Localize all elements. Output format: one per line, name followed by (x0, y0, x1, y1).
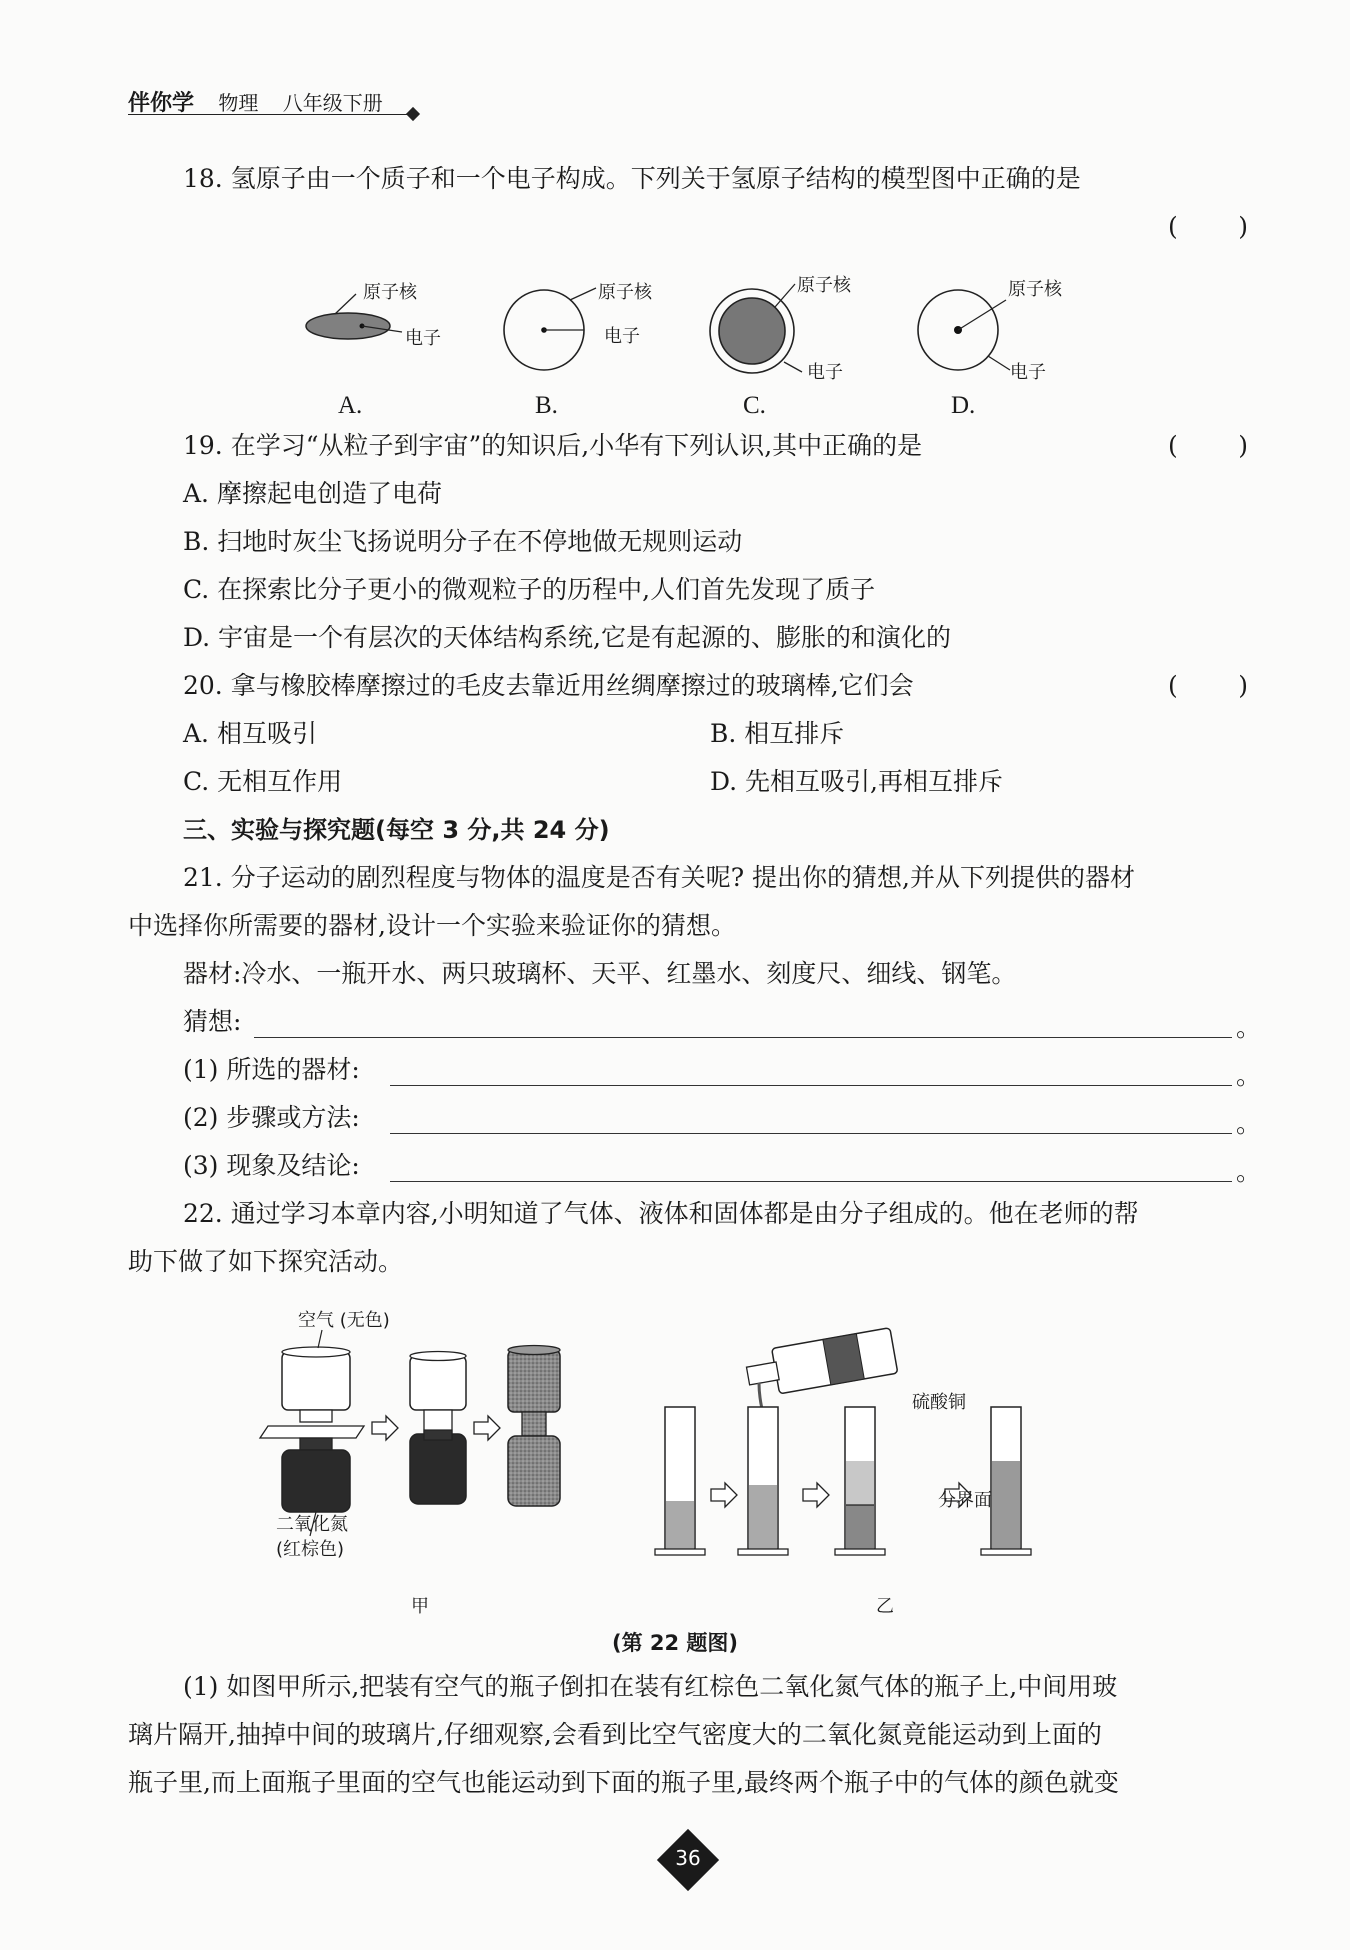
brand-logo: 伴你学 (128, 91, 195, 116)
q19-option-a[interactable]: A. 摩擦起电创造了电荷 (183, 479, 442, 508)
model-c-electron-label: 电子 (807, 362, 843, 383)
grade: 八年级下册 (282, 91, 383, 115)
q22-figure-yi (655, 1335, 1115, 1565)
model-b-nucleus-label: 原子核 (598, 282, 652, 303)
q18-option-b[interactable]: B. (535, 392, 558, 419)
q21-part3-label: (3) 现象及结论: (183, 1151, 360, 1180)
workbook-page: 伴你学 物理 八年级下册 18. 氢原子由一个质子和一个电子构成。下列关于氢原子结构的模型图中正确的是 ( ) 原子核 电子 原子核 电子 原子核 电子 原子核 电子 A. B. C. D. 19. 在学习“从粒子到宇宙”的知识后,小华有下列认识,其中正确的是 ( ) A. 摩擦起电创造了电荷 B. 扫地时灰尘飞扬说明分子在不停地做无规则运动 C. 在探索比分子更小的微观粒子的历程中,人们首先发现了质子 D. 宇宙是一个有层次的天体结构系统,它是有起源的、膨胀的和演化的 20. 拿与橡胶棒摩擦过的毛皮去靠近用丝绸摩擦过的玻璃棒,它们会 ( ) A. 相互吸引 B. 相互排斥 C. 无相互作用 D. 先相互吸引,再相互排斥 三、实验与探究题(每空 3 分,共 24 分) 21. 分子运动的剧烈程度与物体的温度是否有关呢? 提出你的猜想,并从下列提供的器材 中选择你所需要的器材,设计一个实验来验证你的猜想。 器材:冷水、一瓶开水、两只玻璃杯、天平、红墨水、刻度尺、细线、钢笔。 猜想: 。 (1) 所选的器材: 。 (2) 步骤或方法: 。 (3) 现象及结论: 。 22. 通过学习本章内容,小明知道了气体、液体和固体都是由分子组成的。他在老师的帮 助下做了如下探究活动。 空气 (无色) 二氧化氮 (红棕色) 甲 硫酸铜 分界面 乙 (第 22 题图) (1) 如图甲所示,把装有空气的瓶子倒扣在装有红棕色二氧化氮气体的瓶子上,中间用玻 璃片隔开,抽掉中间的玻璃片,仔细观察,会看到比空气密度大的二氧化氮竟能运动到上面的 瓶子里,而上面瓶子里面的空气也能运动到下面的瓶子里,最终两个瓶子中的气体的颜色就变 36 (0, 0, 1350, 1950)
q20-option-b[interactable]: B. 相互排斥 (710, 719, 845, 748)
q21-part3-answer-line[interactable] (390, 1181, 1232, 1182)
q21-part1-answer-line[interactable] (390, 1085, 1232, 1086)
q20-option-a[interactable]: A. 相互吸引 (183, 719, 317, 748)
model-d-electron-label: 电子 (1010, 362, 1046, 383)
q18-option-d[interactable]: D. (951, 392, 976, 419)
model-b-electron-label: 电子 (604, 326, 640, 347)
model-d-nucleus-label: 原子核 (1008, 279, 1062, 300)
q20-stem: 20. 拿与橡胶棒摩擦过的毛皮去靠近用丝绸摩擦过的玻璃棒,它们会 (183, 671, 914, 700)
figure-jia-label: 甲 (411, 1596, 429, 1617)
q19-option-d[interactable]: D. 宇宙是一个有层次的天体结构系统,它是有起源的、膨胀的和演化的 (183, 623, 951, 652)
q21-part2-answer-line[interactable] (390, 1133, 1232, 1134)
no2-label-line2: (红棕色) (276, 1539, 345, 1560)
q18-option-a[interactable]: A. (338, 392, 363, 419)
figure-caption: (第 22 题图) (611, 1631, 739, 1655)
section-3-title: 三、实验与探究题(每空 3 分,共 24 分) (183, 816, 610, 844)
q21-guess-answer-line[interactable] (254, 1037, 1232, 1038)
q22-part1-line3: 瓶子里,而上面瓶子里面的空气也能运动到下面的瓶子里,最终两个瓶子中的气体的颜色就变 (128, 1768, 1119, 1797)
q21-guess-period: 。 (1236, 1013, 1262, 1042)
q21-stem-line2: 中选择你所需要的器材,设计一个实验来验证你的猜想。 (128, 911, 736, 940)
no2-label-line1: 二氧化氮 (276, 1514, 348, 1535)
q21-part2-period: 。 (1236, 1109, 1262, 1138)
subject: 物理 (218, 91, 259, 115)
header-diamond (406, 107, 420, 121)
q21-stem-line1: 21. 分子运动的剧烈程度与物体的温度是否有关呢? 提出你的猜想,并从下列提供的器材 (183, 863, 1136, 892)
figure-yi-label: 乙 (876, 1596, 894, 1617)
model-d (918, 290, 1010, 370)
model-c-nucleus-label: 原子核 (797, 275, 851, 296)
q22-stem-line1: 22. 通过学习本章内容,小明知道了气体、液体和固体都是由分子组成的。他在老师的帮 (183, 1199, 1139, 1228)
q20-option-c[interactable]: C. 无相互作用 (183, 767, 343, 796)
q20-option-d[interactable]: D. 先相互吸引,再相互排斥 (710, 767, 1003, 796)
model-c (710, 284, 802, 373)
air-label: 空气 (无色) (298, 1310, 390, 1331)
q18-option-c[interactable]: C. (743, 392, 766, 419)
cuso4-label: 硫酸铜 (912, 1392, 966, 1413)
q18-stem: 18. 氢原子由一个质子和一个电子构成。下列关于氢原子结构的模型图中正确的是 (183, 164, 1081, 193)
q19-stem: 19. 在学习“从粒子到宇宙”的知识后,小华有下列认识,其中正确的是 (183, 431, 923, 460)
model-a-nucleus-label: 原子核 (363, 282, 417, 303)
q21-materials: 器材:冷水、一瓶开水、两只玻璃杯、天平、红墨水、刻度尺、细线、钢笔。 (183, 959, 1017, 988)
q21-part1-label: (1) 所选的器材: (183, 1055, 360, 1084)
model-b (504, 288, 596, 370)
header-rule (128, 114, 413, 115)
q19-option-b[interactable]: B. 扫地时灰尘飞扬说明分子在不停地做无规则运动 (183, 527, 743, 556)
page-number: 36 (675, 1846, 701, 1870)
interface-label: 分界面 (938, 1490, 992, 1511)
q22-part1-line2: 璃片隔开,抽掉中间的玻璃片,仔细观察,会看到比空气密度大的二氧化氮竟能运动到上面的 (128, 1720, 1102, 1749)
q21-guess-label: 猜想: (183, 1007, 242, 1036)
q19-option-c[interactable]: C. 在探索比分子更小的微观粒子的历程中,人们首先发现了质子 (183, 575, 876, 604)
q21-part2-label: (2) 步骤或方法: (183, 1103, 360, 1132)
q21-part1-period: 。 (1236, 1061, 1262, 1090)
q21-part3-period: 。 (1236, 1157, 1262, 1186)
page-header (128, 86, 383, 117)
model-a-electron-label: 电子 (405, 328, 441, 349)
q22-stem-line2: 助下做了如下探究活动。 (128, 1247, 404, 1276)
q22-part1-line1: (1) 如图甲所示,把装有空气的瓶子倒扣在装有红棕色二氧化氮气体的瓶子上,中间用玻 (183, 1672, 1118, 1701)
